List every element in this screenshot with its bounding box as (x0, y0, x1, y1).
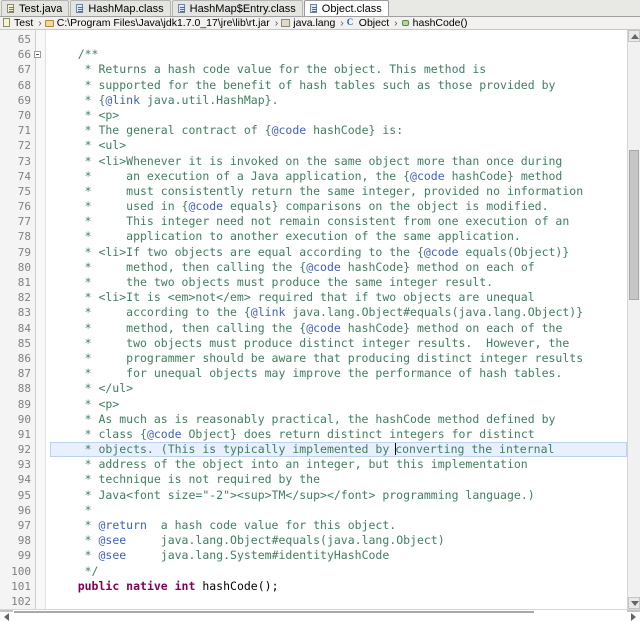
code-line[interactable]: /** (50, 47, 99, 62)
code-line[interactable]: public native int hashCode(); (77, 578, 279, 593)
tab-hashmap-class[interactable] (70, 0, 170, 16)
line-number: 102 (11, 594, 31, 608)
line-number: 86 (17, 351, 31, 365)
source-code-view[interactable] (46, 30, 627, 609)
line-number: 96 (17, 503, 31, 517)
line-number: 84 (17, 321, 31, 335)
method-icon (401, 18, 411, 28)
line-number: 87 (17, 367, 31, 381)
line-number: 65 (17, 33, 31, 46)
vertical-scroll-thumb[interactable] (629, 150, 639, 300)
code-line[interactable] (50, 32, 627, 47)
line-number: 76 (17, 200, 31, 214)
code-line[interactable]: * objects. (This is typically implemented by converting the internal (50, 442, 627, 457)
code-line[interactable]: * technique is not required by the (50, 472, 321, 487)
line-number: 85 (17, 336, 31, 350)
breadcrumb-item-jar[interactable] (45, 17, 272, 29)
code-line[interactable]: * <p> (50, 107, 120, 122)
code-line[interactable]: * <li>It is <em>not</em> required that if two objects are unequal (50, 290, 535, 305)
line-number: 99 (17, 549, 31, 563)
code-line[interactable]: * application to another execution of the same application. (50, 229, 521, 244)
scroll-up-arrow[interactable] (628, 30, 640, 42)
line-number: 97 (17, 519, 31, 532)
line-number: 66 (0, 47, 35, 62)
code-line[interactable]: * <li>Whenever it is invoked on the same object more than once during (50, 153, 563, 168)
code-line[interactable]: * for unequal objects may improve the performance of hash tables. (50, 366, 563, 381)
code-line[interactable]: * Returns a hash code value for the object. This method is (50, 62, 487, 77)
code-line[interactable]: * two objects must produce distinct integer results. However, the (50, 335, 570, 350)
code-line[interactable]: * (50, 502, 92, 517)
line-number: 74 (17, 169, 31, 183)
horizontal-scrollbar[interactable] (0, 609, 640, 610)
breadcrumb-label: C:\Program Files\Java\jdk1.7.0_17\jre\lib\rt.jar (56, 17, 270, 29)
line-number: 79 (17, 245, 31, 259)
editor-tab-bar (0, 0, 640, 17)
code-line[interactable]: * <ul> (50, 138, 127, 153)
code-line[interactable] (50, 594, 627, 609)
code-line[interactable]: * This integer need not remain consistent from one execution of an (50, 214, 570, 229)
code-line[interactable]: * according to the {@link java.lang.Object#equals(java.lang.Object)} (50, 305, 584, 320)
tab-label: HashMap$Entry.class (189, 2, 296, 15)
code-line[interactable]: */ (50, 563, 99, 578)
code-line[interactable]: * method, then calling the {@code hashCode} method on each of (50, 259, 535, 274)
code-line[interactable]: * </ul> (50, 381, 134, 396)
line-number: 94 (17, 473, 31, 487)
code-line[interactable]: * the two objects must produce the same integer result. (50, 275, 494, 289)
line-number: 89 (17, 397, 31, 411)
line-number: 98 (17, 534, 31, 548)
line-number: 75 (17, 184, 31, 198)
tab-object-class[interactable] (304, 0, 389, 16)
breadcrumb-label: Test (14, 17, 34, 29)
code-line[interactable]: * method, then calling the {@code hashCode} method on each of the (50, 320, 563, 335)
vertical-scrollbar[interactable] (627, 30, 640, 609)
scroll-left-arrow[interactable] (0, 610, 13, 612)
breadcrumb-item-method[interactable] (401, 17, 470, 29)
code-line[interactable]: * As much as is reasonably practical, the hashCode method defined by (50, 411, 556, 426)
tab-test-java[interactable] (1, 0, 69, 16)
tab-label: Test.java (19, 2, 63, 15)
tab-label: HashMap.class (88, 2, 164, 15)
code-line[interactable]: * programmer should be aware that producing distinct integer results (50, 350, 584, 365)
class-icon (347, 18, 357, 28)
breadcrumb-separator: › (340, 17, 344, 29)
line-number-gutter (0, 30, 36, 609)
line-number: 92 (17, 443, 31, 457)
code-line[interactable]: * must consistently return the same integer, provided no information (50, 183, 584, 198)
line-number: 82 (17, 291, 31, 305)
breadcrumb-item-test[interactable] (2, 17, 35, 29)
breadcrumb-label: java.lang (293, 17, 336, 29)
line-number: 69 (17, 93, 31, 107)
line-number: 100 (11, 564, 31, 578)
line-number: 71 (17, 124, 31, 138)
line-number: 73 (17, 154, 31, 168)
breadcrumb-separator: › (394, 17, 398, 29)
code-line[interactable]: * supported for the benefit of hash tables such as those provided by (50, 77, 556, 92)
line-number: 68 (17, 78, 31, 92)
class-file-icon (178, 4, 187, 14)
line-number: 67 (17, 63, 31, 77)
code-line[interactable]: * <li>If two objects are equal according to the {@code equals(Object)} (50, 244, 570, 259)
breadcrumb-separator: › (38, 17, 42, 29)
line-number: 72 (17, 139, 31, 153)
code-line[interactable]: * used in {@code equals} comparisons on the object is modified. (50, 199, 549, 214)
code-line[interactable]: * {@link java.util.HashMap}. (50, 92, 279, 107)
code-line[interactable]: * @return a hash code value for this object. (50, 518, 397, 532)
java-file-icon (7, 4, 16, 14)
tab-label: Object.class (321, 2, 382, 15)
line-number: 88 (17, 382, 31, 396)
breadcrumb-label: hashCode() (412, 17, 468, 29)
code-line[interactable]: * Java<font size="-2"><sup>TM</sup></font> programming language.) (50, 487, 535, 502)
java-file-icon (2, 18, 12, 28)
code-line[interactable]: * @see java.lang.System#identityHashCode (50, 548, 390, 563)
line-number: 70 (17, 108, 31, 122)
line-number: 90 (17, 412, 31, 426)
class-file-icon (310, 4, 319, 14)
code-folding-column[interactable] (36, 30, 46, 609)
class-file-icon (76, 4, 85, 14)
line-number: 80 (17, 260, 31, 274)
code-line[interactable]: * The general contract of {@code hashCode} is: (50, 123, 404, 138)
line-number: 91 (17, 427, 31, 441)
code-line[interactable]: * @see java.lang.Object#equals(java.lang.Object) (50, 533, 445, 548)
tab-hashmap-entry-class[interactable] (172, 0, 303, 16)
scroll-down-arrow[interactable] (628, 597, 640, 609)
line-number: 101 (11, 579, 31, 593)
breadcrumb-item-package[interactable] (281, 17, 337, 29)
breadcrumb-separator: › (274, 17, 279, 29)
code-line[interactable]: * <p> (50, 396, 120, 411)
code-editor[interactable] (0, 30, 640, 609)
code-line[interactable]: * an execution of a Java application, the {@code hashCode} method (50, 168, 563, 183)
horizontal-scroll-thumb[interactable] (14, 611, 534, 613)
line-number: 78 (17, 230, 31, 244)
line-number: 93 (17, 458, 31, 472)
code-line[interactable]: * class {@code Object} does return distinct integers for distinct (50, 426, 535, 441)
line-number: 83 (17, 306, 31, 320)
breadcrumb-label: Object (358, 17, 390, 29)
line-number: 95 (17, 488, 31, 502)
package-icon (281, 18, 291, 28)
line-number: 77 (17, 215, 31, 229)
code-line[interactable]: * address of the object into an integer, but this implementation (50, 457, 528, 472)
jar-folder-icon (45, 18, 55, 28)
scroll-right-arrow[interactable] (627, 610, 640, 612)
breadcrumb-item-class[interactable] (347, 17, 391, 29)
line-number: 81 (17, 276, 31, 289)
breadcrumb (0, 17, 640, 30)
